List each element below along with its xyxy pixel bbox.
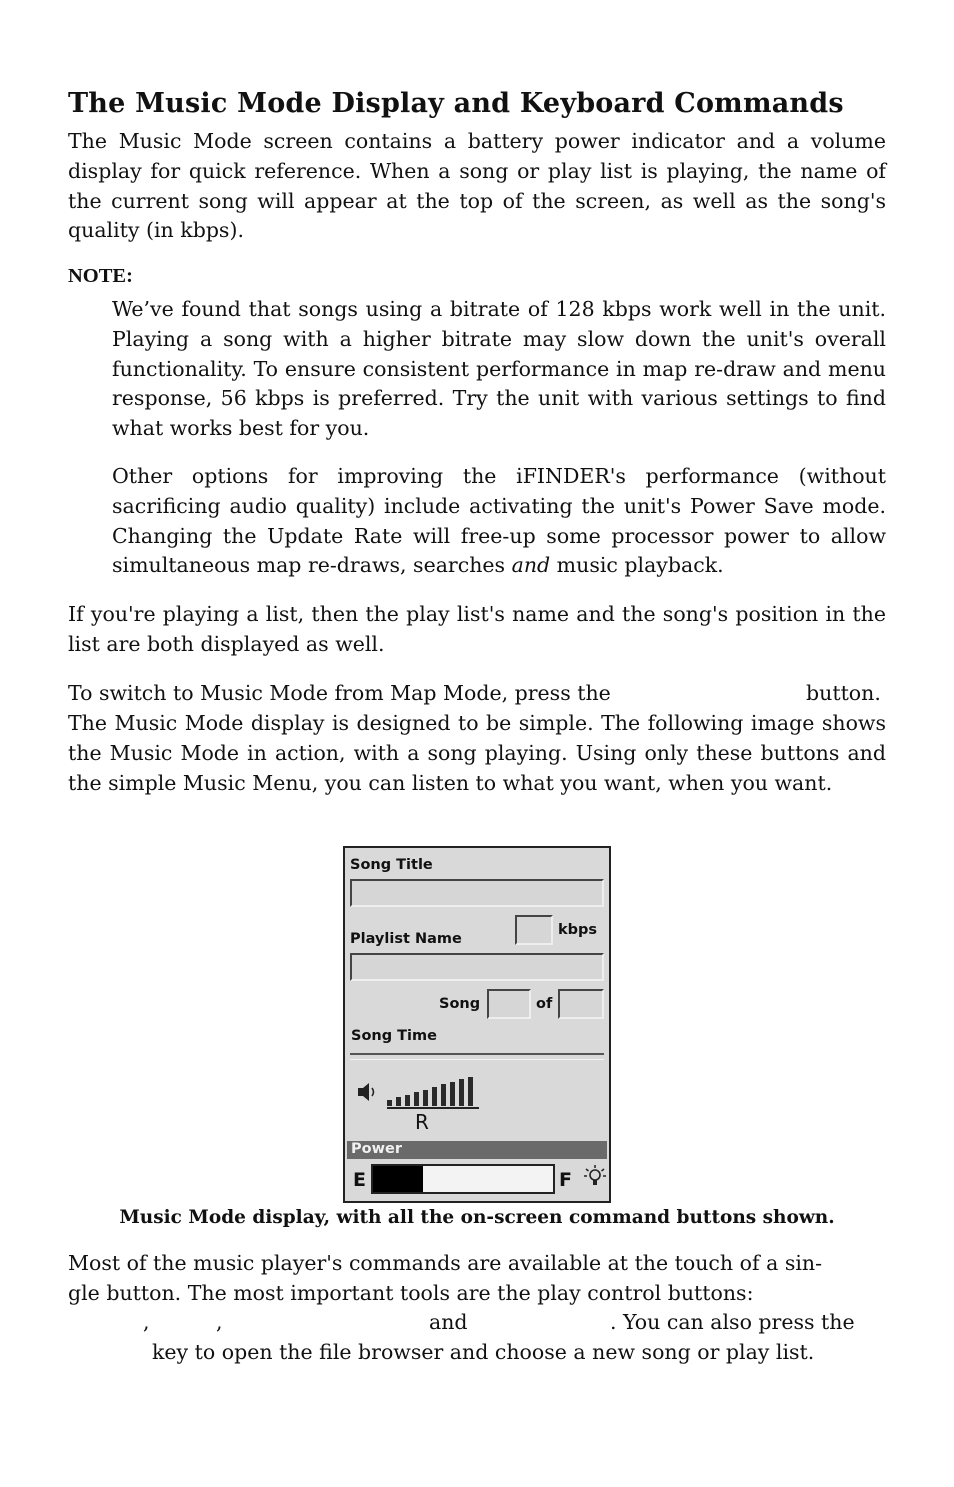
power-empty-label: E <box>353 1169 366 1191</box>
song-title-label: Song Title <box>350 857 433 873</box>
playlist-name-field <box>350 953 604 981</box>
commands-and: and <box>429 1310 468 1334</box>
music-mode-screen <box>343 846 611 1203</box>
commands-comma-2: , <box>216 1310 223 1334</box>
battery-fill <box>373 1166 423 1192</box>
volume-level-bar <box>432 1087 437 1106</box>
note-paragraph-2-end: music playback. <box>550 553 724 578</box>
volume-level-bar <box>441 1084 446 1106</box>
volume-level-bar <box>387 1100 392 1106</box>
commands-line-1: Most of the music player's commands are available at the touch of a sin- <box>68 1251 823 1275</box>
backlight-icon <box>583 1164 607 1190</box>
speaker-icon <box>357 1082 379 1102</box>
volume-level-bar <box>423 1090 428 1106</box>
note-paragraph-2 <box>112 462 886 581</box>
volume-level-bar <box>396 1097 401 1106</box>
playlist-paragraph: If you're playing a list, then the play list's name and the song's position in the list are both displayed as well. <box>68 602 886 656</box>
song-label: Song <box>439 996 481 1012</box>
volume-channel-label: R <box>415 1110 429 1134</box>
kbps-label: kbps <box>558 922 598 938</box>
of-label: of <box>536 996 553 1012</box>
figure-caption: Music Mode display, with all the on-screen command buttons shown. <box>119 1207 835 1228</box>
power-label: Power <box>351 1141 402 1157</box>
note-label: NOTE: <box>68 265 133 287</box>
power-full-label: F <box>559 1169 572 1191</box>
kbps-field <box>515 915 553 945</box>
note-paragraph-2-emphasis: and <box>511 553 551 578</box>
note-paragraph-1: We’ve found that songs using a bitrate of 128 kbps work well in the unit. Playing a song with a higher bitrate may slow down the unit's overall functionality. To ensure consistent performance in map re-draw and menu response, 56 kbps is preferred. Try the unit with various settings to find what works best for you. <box>112 297 886 441</box>
song-time-label: Song Time <box>351 1028 437 1044</box>
volume-level-bar <box>468 1077 473 1106</box>
song-time-progress <box>350 1053 604 1060</box>
playlist-name-label: Playlist Name <box>350 931 462 947</box>
volume-level-bar <box>459 1079 464 1106</box>
volume-meter <box>387 1076 479 1106</box>
intro-paragraph: The Music Mode screen contains a battery power indicator and a volume display for quick reference. When a song or play list is playing, the name of the current song will appear at the top of the screen, as well as the song's quality (in kbps). <box>68 129 886 243</box>
commands-comma-1: , <box>143 1310 150 1334</box>
note-paragraph-2-text: Other options for improving the iFINDER's performance (without sacrificing audio quality) include activating the unit's Power Save mode. Changing the Update Rate will free-up some processor power to allow simultaneous map re-draws, searches <box>112 464 886 578</box>
music-mode-paragraph: The Music Mode display is designed to be simple. The following image shows the Music Mode in action, with a song playing. Using only these buttons and the simple Music Menu, you can listen to what you want, when you want. <box>68 711 886 795</box>
power-header <box>347 1141 607 1159</box>
volume-baseline <box>387 1107 479 1109</box>
volume-level-bar <box>405 1095 410 1106</box>
battery-meter <box>371 1164 555 1194</box>
song-number-field <box>487 989 531 1019</box>
volume-level-bar <box>414 1092 419 1106</box>
commands-line-4: key to open the file browser and choose a new song or play list. <box>152 1340 815 1364</box>
commands-line-3-end: . You can also press the <box>610 1310 855 1334</box>
song-total-field <box>558 989 604 1019</box>
song-title-field <box>350 879 604 907</box>
section-heading: The Music Mode Display and Keyboard Commands <box>68 88 844 119</box>
switch-mode-button-word: button. <box>806 681 881 705</box>
commands-line-2: gle button. The most important tools are the play control buttons: <box>68 1281 754 1305</box>
volume-level-bar <box>450 1082 455 1106</box>
switch-mode-text: To switch to Music Mode from Map Mode, press the <box>68 681 611 705</box>
